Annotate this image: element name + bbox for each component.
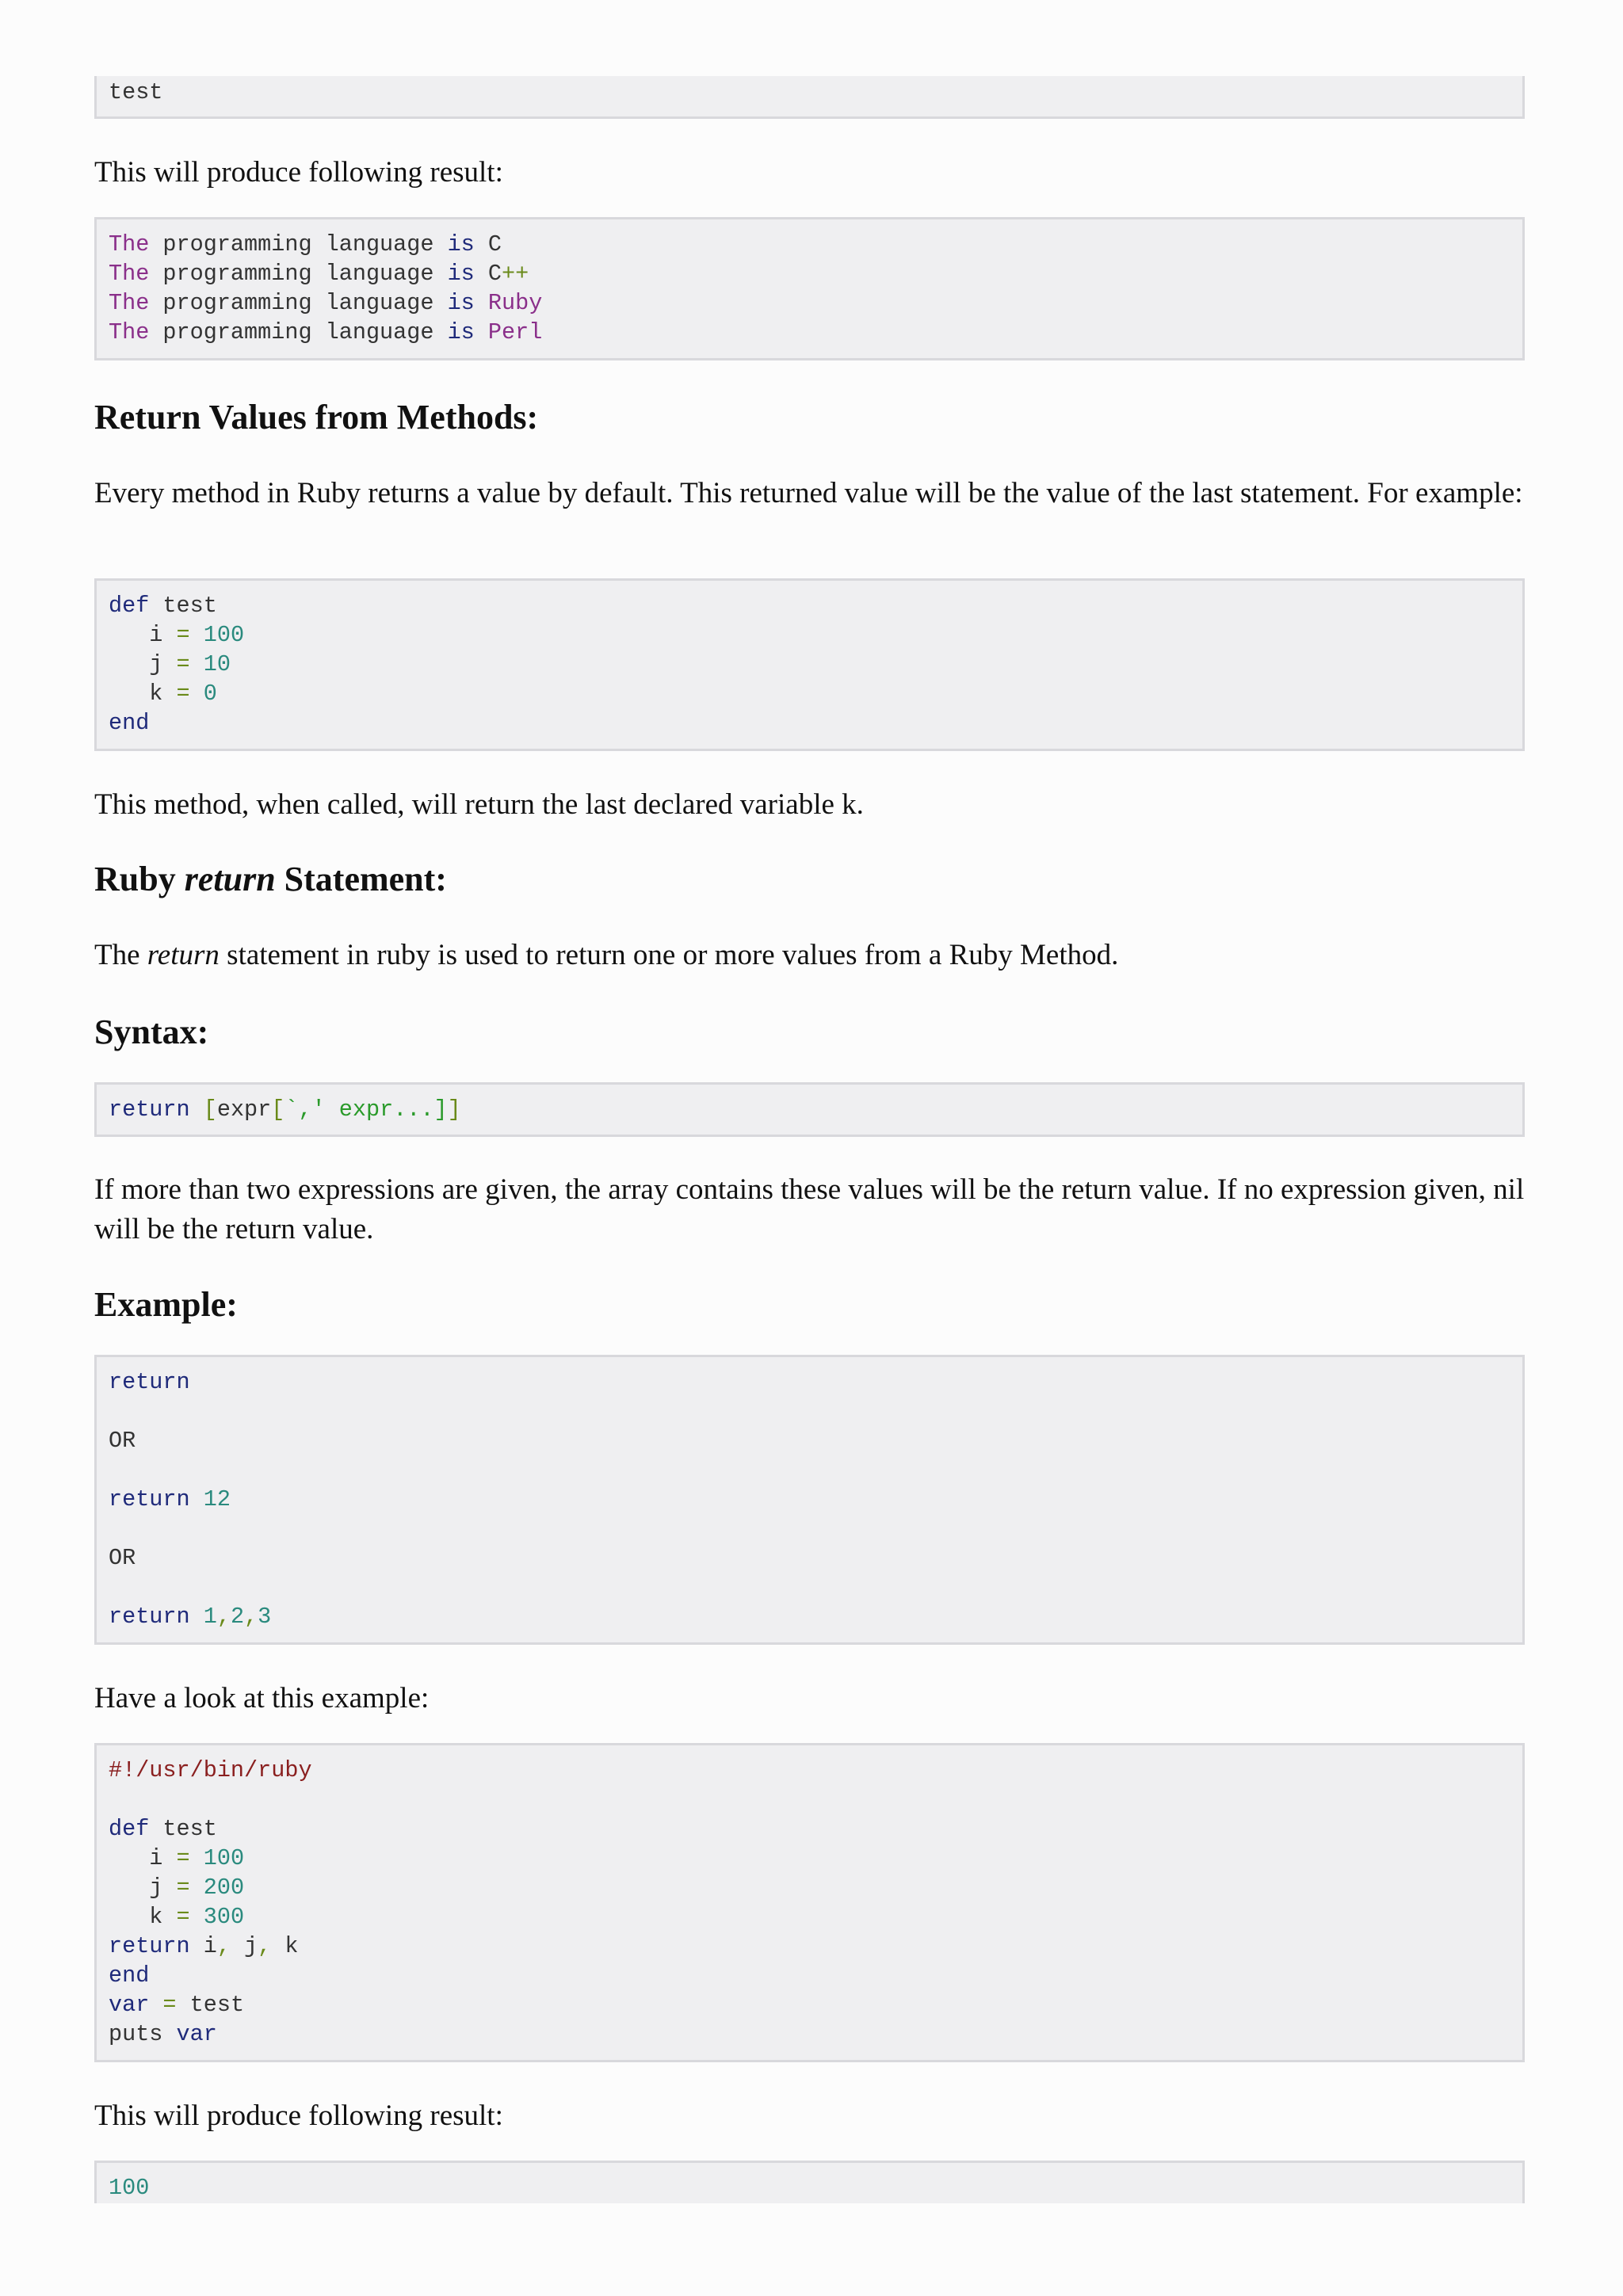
code-token: = [162, 1992, 177, 2018]
heading-example: Example: [94, 1285, 238, 1324]
code-token: i [109, 1845, 177, 1871]
code-block-def [94, 578, 1525, 751]
code-token: expr [216, 1097, 272, 1123]
code-line [109, 1397, 1522, 1426]
code-token: end [109, 1962, 150, 1989]
code-token: 300 [203, 1904, 245, 1930]
code-token [190, 681, 204, 707]
code-token: [ [203, 1097, 217, 1123]
code-line [109, 591, 1522, 620]
code-token: k [271, 1933, 299, 1959]
code-token: j [109, 651, 177, 677]
code-token [190, 622, 204, 648]
code-token: def [109, 1816, 150, 1842]
code-token: j [109, 1875, 177, 1901]
code-token: = [176, 1845, 190, 1871]
code-token: is [447, 261, 475, 287]
code-token: programming language [149, 261, 448, 287]
code-token: j [230, 1933, 258, 1959]
code-token: [ [271, 1097, 285, 1123]
heading-syntax: Syntax: [94, 1013, 209, 1051]
code-token: OR [109, 1428, 136, 1454]
code-token [149, 1992, 162, 2018]
paragraph-have-a-look: Have a look at this example: [94, 1682, 430, 1714]
code-token: programming language [149, 319, 448, 345]
code-token: var [176, 2021, 217, 2047]
code-token: , [258, 1933, 272, 1959]
code-token [190, 651, 204, 677]
code-token: return [109, 1486, 190, 1512]
code-line [109, 679, 1522, 708]
code-token: var [109, 1992, 150, 2018]
code-line [109, 78, 1522, 107]
code-line [109, 1543, 1522, 1573]
code-token: return [109, 1933, 190, 1959]
code-token: i [189, 1933, 217, 1959]
code-token: 1 [203, 1604, 217, 1630]
code-line [109, 1756, 1522, 1785]
code-token [190, 1845, 204, 1871]
code-token: k [109, 1904, 177, 1930]
code-token: is [447, 231, 475, 257]
code-line [109, 708, 1522, 738]
code-token [190, 1904, 204, 1930]
paragraph-return-description [94, 936, 1525, 975]
code-token: The [109, 261, 150, 287]
code-block-program [94, 1743, 1525, 2062]
code-token [190, 1875, 204, 1901]
code-line [109, 1814, 1522, 1844]
code-token: def [109, 593, 150, 619]
code-token: return [109, 1097, 190, 1123]
code-line [109, 650, 1522, 679]
paragraph-method-called: This method, when called, will return the last declared variable k. [94, 788, 864, 821]
code-token: `,' expr...] [285, 1097, 448, 1123]
code-token [475, 319, 488, 345]
code-line [109, 2173, 1522, 2203]
code-token: 2 [230, 1604, 245, 1630]
code-line [109, 1485, 1522, 1514]
code-token: return [109, 1604, 190, 1630]
code-token: end [109, 710, 150, 736]
code-block-example [94, 1355, 1525, 1645]
code-block-syntax [94, 1082, 1525, 1137]
code-token: test [176, 1992, 245, 2018]
code-line [109, 2019, 1522, 2049]
heading-return-statement [94, 858, 447, 901]
code-token: return [109, 1369, 190, 1395]
code-token: 12 [203, 1486, 231, 1512]
code-token: Perl [487, 319, 543, 345]
code-token: C [474, 261, 502, 287]
code-line [109, 1367, 1522, 1397]
paragraph-expressions: If more than two expressions are given, the array contains these values will be the return value. If no expression given, nil will be the return value. [94, 1173, 1525, 1245]
code-line [109, 1602, 1522, 1631]
code-line [109, 1902, 1522, 1932]
code-token [190, 1097, 204, 1123]
code-token: 200 [203, 1875, 245, 1901]
code-token: = [176, 1875, 190, 1901]
code-token: = [176, 1904, 190, 1930]
code-token: , [244, 1604, 258, 1630]
code-block-top [94, 76, 1525, 119]
code-line [109, 1961, 1522, 1990]
paragraph-result-intro-2: This will produce following result: [94, 2100, 503, 2132]
code-token: ] [447, 1097, 461, 1123]
code-token: OR [109, 1545, 136, 1571]
code-line [109, 1873, 1522, 1902]
code-token [475, 290, 488, 316]
paragraph-return-values: Every method in Ruby returns a value by default. This returned value will be the value of the last statement. For example: [94, 477, 1523, 509]
code-token: 100 [203, 622, 245, 648]
code-line [109, 259, 1522, 288]
code-line [109, 1990, 1522, 2019]
code-token [190, 1486, 204, 1512]
code-token: is [447, 290, 475, 316]
code-token: #!/usr/bin/ruby [109, 1757, 312, 1783]
code-token: , [216, 1604, 231, 1630]
code-token [190, 1604, 204, 1630]
code-token: Ruby [487, 290, 543, 316]
paragraph-result-intro: This will produce following result: [94, 156, 503, 189]
code-line [109, 1573, 1522, 1602]
code-token: = [176, 681, 190, 707]
code-line [109, 230, 1522, 259]
code-token: test [109, 79, 163, 105]
code-token: puts [109, 2021, 177, 2047]
paragraph-emphasis: return [147, 939, 220, 971]
code-line [109, 1785, 1522, 1814]
code-line [109, 1095, 1522, 1124]
code-token: 100 [109, 2175, 150, 2201]
code-token: The [109, 290, 150, 316]
code-token: The [109, 231, 150, 257]
code-token: The [109, 319, 150, 345]
code-block-result-1 [94, 217, 1525, 360]
paragraph-suffix: statement in ruby is used to return one or more values from a Ruby Method. [219, 939, 1119, 971]
code-line [109, 1844, 1522, 1873]
paragraph-prefix: The [94, 939, 147, 971]
heading-prefix: Ruby [94, 860, 185, 898]
code-line [109, 288, 1522, 318]
code-token: 100 [203, 1845, 245, 1871]
code-token: k [109, 681, 177, 707]
code-token: , [216, 1933, 231, 1959]
code-token: 3 [258, 1604, 272, 1630]
code-token: 10 [203, 651, 231, 677]
heading-emphasis: return [184, 860, 276, 898]
code-line [109, 1932, 1522, 1961]
code-line [109, 1455, 1522, 1485]
code-line [109, 1514, 1522, 1543]
heading-return-values: Return Values from Methods: [94, 398, 539, 437]
code-token: = [176, 651, 190, 677]
code-token: programming language [149, 290, 448, 316]
code-token: = [176, 622, 190, 648]
code-block-result-2 [94, 2161, 1525, 2203]
code-token: C [474, 231, 502, 257]
heading-suffix: Statement: [275, 860, 447, 898]
code-token: programming language [149, 231, 448, 257]
code-line [109, 1426, 1522, 1455]
code-token: is [447, 319, 475, 345]
code-token: test [149, 593, 217, 619]
code-token: 0 [203, 681, 217, 707]
code-line [109, 620, 1522, 650]
code-token: test [149, 1816, 217, 1842]
code-token: i [109, 622, 177, 648]
code-line [109, 318, 1522, 347]
code-token: ++ [502, 261, 529, 287]
